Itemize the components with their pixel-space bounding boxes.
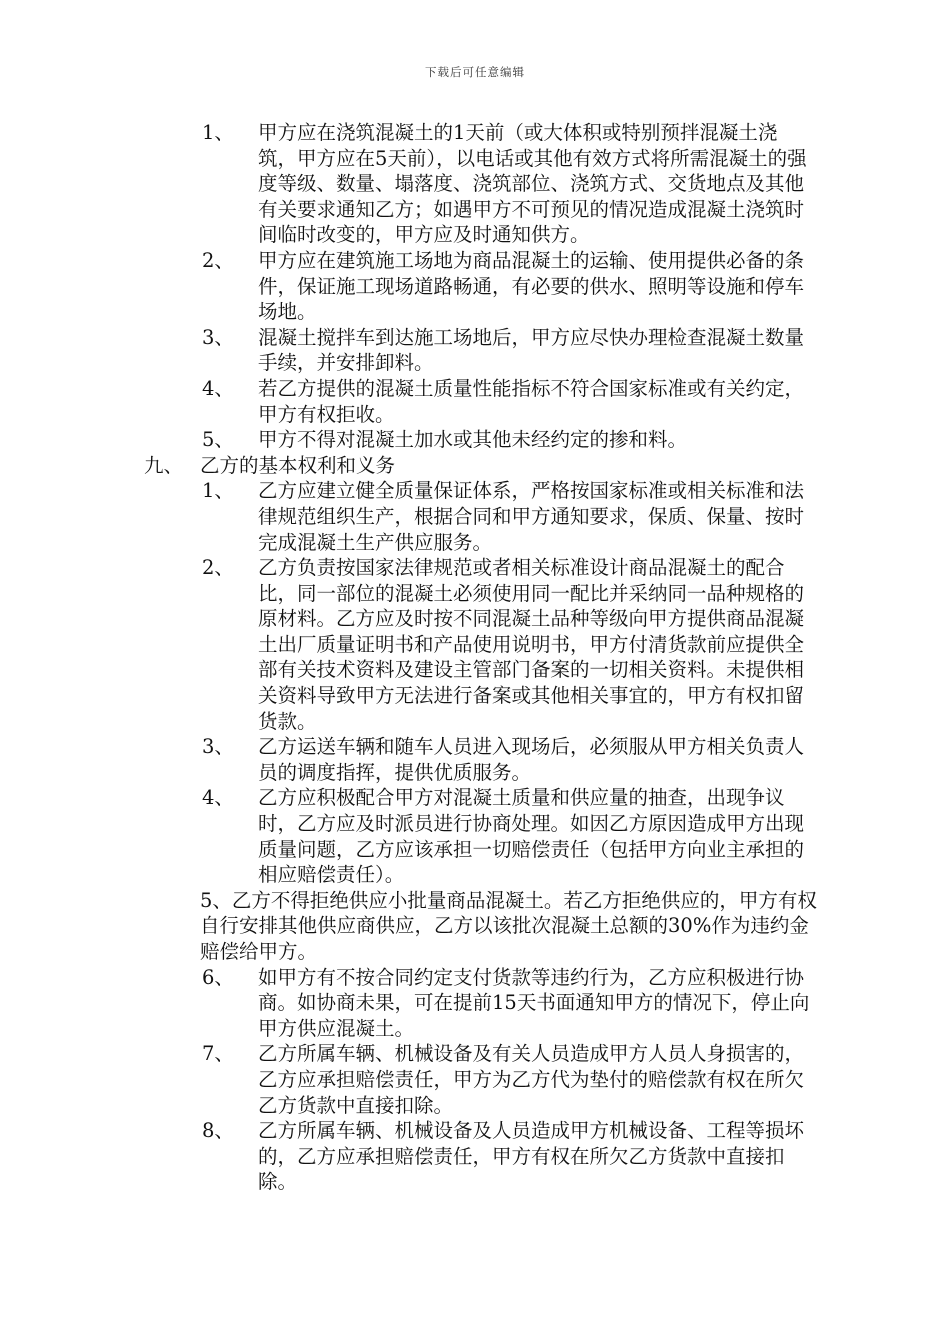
item-text: 如甲方有不按合同约定支付货款等违约行为，乙方应积极进行协商。如协商未果，可在提前15天书面通知甲方的情况下，停止向甲方供应混凝土。 xyxy=(258,965,810,1040)
item-number: 4、 xyxy=(202,786,234,810)
item-number: 4、 xyxy=(202,376,234,400)
paragraph-item-5: 5、乙方不得拒绝供应小批量商品混凝土。若乙方拒绝供应的，甲方有权自行安排其他供应商供应，乙方以该批次混凝土总额的30%作为违约金赔偿给甲方。 xyxy=(200,888,817,963)
item-number: 5、 xyxy=(202,428,234,452)
document-body xyxy=(0,120,950,1195)
item-text: 乙方应积极配合甲方对混凝土质量和供应量的抽查，出现争议时，乙方应及时派员进行协商处理。如因乙方原因造成甲方出现质量问题，乙方应该承担一切赔偿责任（包括甲方向业主承担的相应赔偿责任）。 xyxy=(258,786,805,887)
item-number: 1、 xyxy=(202,121,234,144)
list-item xyxy=(202,785,810,887)
item-text: 若乙方提供的混凝土质量性能指标不符合国家标准或有关约定，甲方有权拒收。 xyxy=(258,376,805,426)
list-item xyxy=(202,1041,810,1118)
item-number: 2、 xyxy=(202,248,234,272)
item-number: 3、 xyxy=(202,325,234,349)
item-number: 8、 xyxy=(202,1119,234,1143)
item-text: 乙方负责按国家法律规范或者相关标准设计商品混凝土的配合比，同一部位的混凝土必须使用同一配比并采纳同一品种规格的原材料。乙方应及时按不同混凝土品种等级向甲方提供商品混凝土出厂质量证明书和产品使用说明书，甲方付清货款前应提供全部有关技术资料及建设主管部门备案的一切相关资料。未提供相关资料导致甲方无法进行备案或其他相关事宜的，甲方有权扣留货款。 xyxy=(258,556,805,733)
item-number: 7、 xyxy=(202,1042,234,1066)
section-heading xyxy=(144,453,950,479)
item-text: 混凝土搅拌车到达施工场地后，甲方应尽快办理检查混凝土数量手续，并安排卸料。 xyxy=(258,325,805,375)
list-item xyxy=(202,376,810,427)
list-item xyxy=(202,1118,810,1195)
item-text: 甲方不得对混凝土加水或其他未经约定的掺和料。 xyxy=(258,428,688,452)
item-text: 乙方运送车辆和随车人员进入现场后，必须服从甲方相关负责人员的调度指挥，提供优质服务。 xyxy=(258,735,805,784)
item-text: 甲方应在建筑施工场地为商品混凝土的运输、使用提供必备的条件，保证施工现场道路畅通，有必要的供水、照明等设施和停车场地。 xyxy=(258,248,805,324)
section-title: 乙方的基本权利和义务 xyxy=(200,453,396,477)
item-number: 3、 xyxy=(202,735,234,759)
list-item xyxy=(202,965,810,1042)
item-number: 2、 xyxy=(202,556,234,580)
list-item xyxy=(202,120,810,248)
item-text: 甲方应在浇筑混凝土的1天前（或大体积或特别预拌混凝土浇筑，甲方应在5天前），以电话或其他有效方式将所需混凝土的强度等级、数量、塌落度、浇筑部位、浇筑方式、交货地点及其他有关要求通知乙方；如遇甲方不可预见的情况造成混凝土浇筑时间临时改变的，甲方应及时通知供方。 xyxy=(258,121,807,247)
list-item xyxy=(202,478,810,555)
page-header: 下载后可任意编辑 xyxy=(425,65,525,79)
item-text: 乙方应建立健全质量保证体系，严格按国家标准或相关标准和法律规范组织生产，根据合同和甲方通知要求，保质、保量、按时完成混凝土生产供应服务。 xyxy=(258,479,805,554)
item-text: 乙方所属车辆、机械设备及人员造成甲方机械设备、工程等损坏的，乙方应承担赔偿责任，甲方有权在所欠乙方货款中直接扣除。 xyxy=(258,1119,805,1194)
item-number: 6、 xyxy=(202,965,234,989)
item-number: 1、 xyxy=(202,479,234,503)
list-item xyxy=(202,555,810,734)
list-item xyxy=(202,427,810,453)
item-text: 乙方所属车辆、机械设备及有关人员造成甲方人员人身损害的，乙方应承担赔偿责任，甲方为乙方代为垫付的赔偿款有权在所欠乙方货款中直接扣除。 xyxy=(258,1042,805,1117)
list-item xyxy=(202,248,810,325)
list-item xyxy=(202,734,810,785)
list-item xyxy=(202,325,810,376)
section-number: 九、 xyxy=(144,453,184,477)
